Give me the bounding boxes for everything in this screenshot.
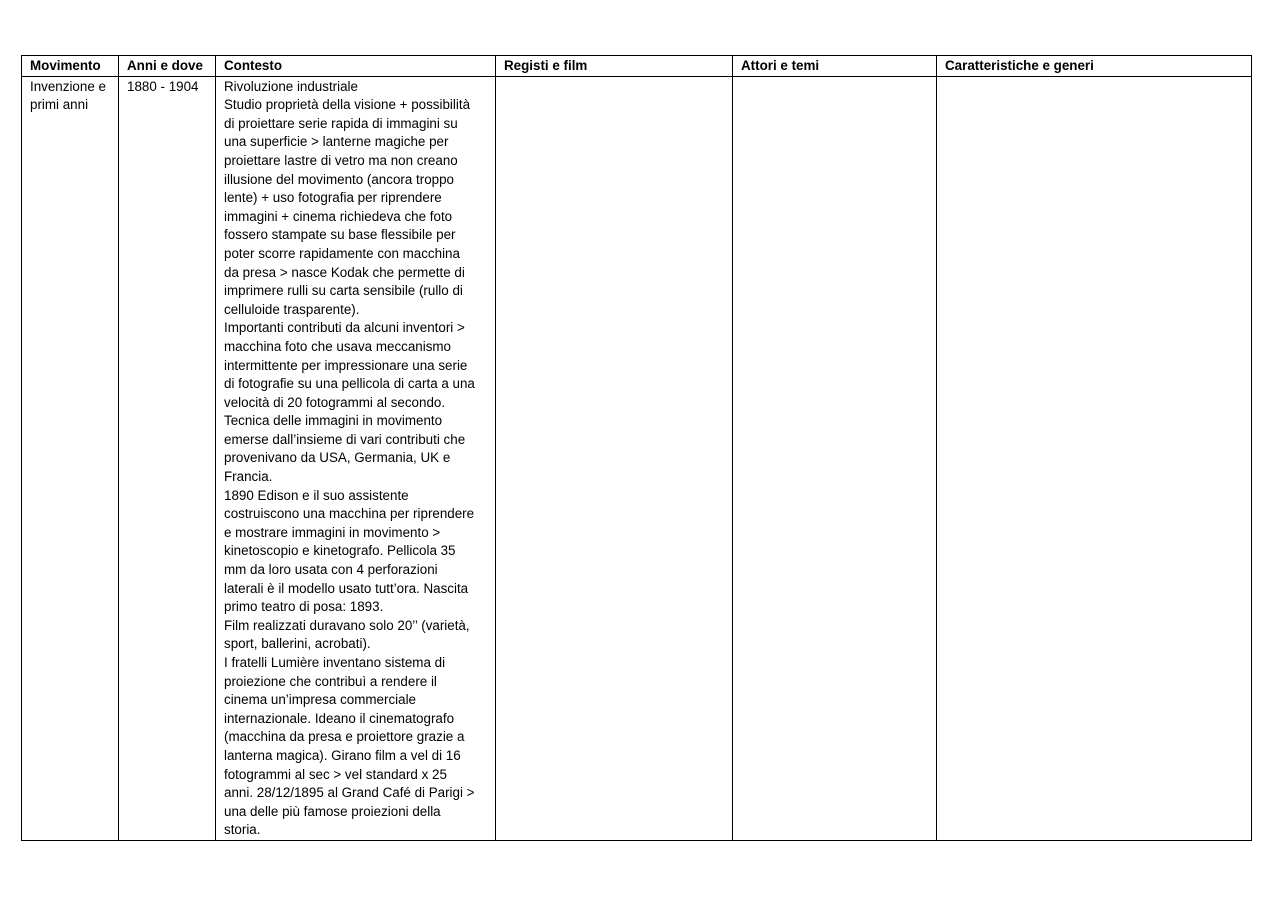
contesto-line: anni. 28/12/1895 al Grand Café di Parigi > [224,785,475,801]
contesto-line: e mostrare immagini in movimento > [224,524,441,540]
contesto-line: fotogrammi al sec > vel standard x 25 [224,766,447,782]
header-registi-e-film: Registi e film [496,56,733,77]
table-row [22,76,1252,840]
contesto-line: Studio proprietà della visione + possibilità [224,97,471,113]
contesto-line: storia. [224,822,261,838]
header-caratteristiche-e-generi: Caratteristiche e generi [937,56,1252,77]
contesto-line: Importanti contributi da alcuni inventori > [224,320,465,336]
contesto-line: intermittente per impressionare una serie [224,357,468,373]
header-contesto: Contesto [216,56,496,77]
contesto-line: proiettare lastre di vetro ma non creano [224,152,458,168]
contesto-line: kinetoscopio e kinetografo. Pellicola 35 [224,543,456,559]
contesto-line: una superficie > lanterne magiche per [224,134,449,150]
contesto-line: costruiscono una macchina per riprendere [224,506,475,522]
cell-movimento: Invenzione e primi anni [22,76,119,840]
contesto-line: da presa > nasce Kodak che permette di [224,264,465,280]
header-movimento: Movimento [22,56,119,77]
contesto-line: celluloide trasparente). [224,301,360,317]
contesto-line: mm da loro usata con 4 perforazioni [224,562,438,578]
cell-registi [496,76,733,840]
contesto-line: imprimere rulli su carta sensibile (rullo di [224,283,463,299]
contesto-line: internazionale. Ideano il cinematografo [224,710,455,726]
contesto-line: I fratelli Lumière inventano sistema di [224,655,446,670]
contesto-line: emerse dall’insieme di vari contributi che [224,431,466,447]
contesto-line: cinema un’impresa commerciale [224,692,416,708]
contesto-line: poter scorre rapidamente con macchina [224,245,460,261]
contesto-line: sport, ballerini, acrobati). [224,636,371,652]
contesto-line: Francia. [224,469,273,485]
cell-caratteristiche [937,76,1252,840]
cell-anni: 1880 - 1904 [119,76,216,840]
contesto-line: Film realizzati duravano solo 20’’ (varietà, [224,617,470,633]
contesto-line: Rivoluzione industriale [224,78,358,94]
contesto-line: fossero stampate su base flessibile per [224,227,456,243]
header-anni-e-dove: Anni e dove [119,56,216,77]
contesto-line: primo teatro di posa: 1893. [224,599,384,615]
contesto-line: lanterna magica). Girano film a vel di 16 [224,747,461,763]
contesto-line: macchina foto che usava meccanismo [224,338,452,354]
contesto-line: proiezione che contribuì a rendere il [224,673,437,689]
contesto-line: lente) + uso fotografia per riprendere [224,190,442,206]
cell-contesto [216,76,496,840]
contesto-line: Tecnica delle immagini in movimento [224,413,443,429]
header-attori-e-temi: Attori e temi [733,56,937,77]
contesto-line: illusione del movimento (ancora troppo [224,171,454,187]
contesto-line: laterali è il modello usato tutt’ora. Nascita [224,580,469,596]
cell-attori [733,76,937,840]
header-row [22,56,1252,77]
contesto-line: (macchina da presa e proiettore grazie a [224,729,465,745]
contesto-line: di proiettare serie rapida di immagini su [224,115,458,131]
contesto-line: di fotografie su una pellicola di carta a una [224,376,475,392]
contesto-line: provenivano da USA, Germania, UK e [224,450,451,466]
contesto-line: 1890 Edison e il suo assistente [224,487,409,503]
contesto-line: velocità di 20 fotogrammi al secondo. [224,394,446,410]
contesto-line: una delle più famose proiezioni della [224,803,441,819]
history-table [21,55,1252,841]
contesto-line: immagini + cinema richiedeva che foto [224,208,453,224]
